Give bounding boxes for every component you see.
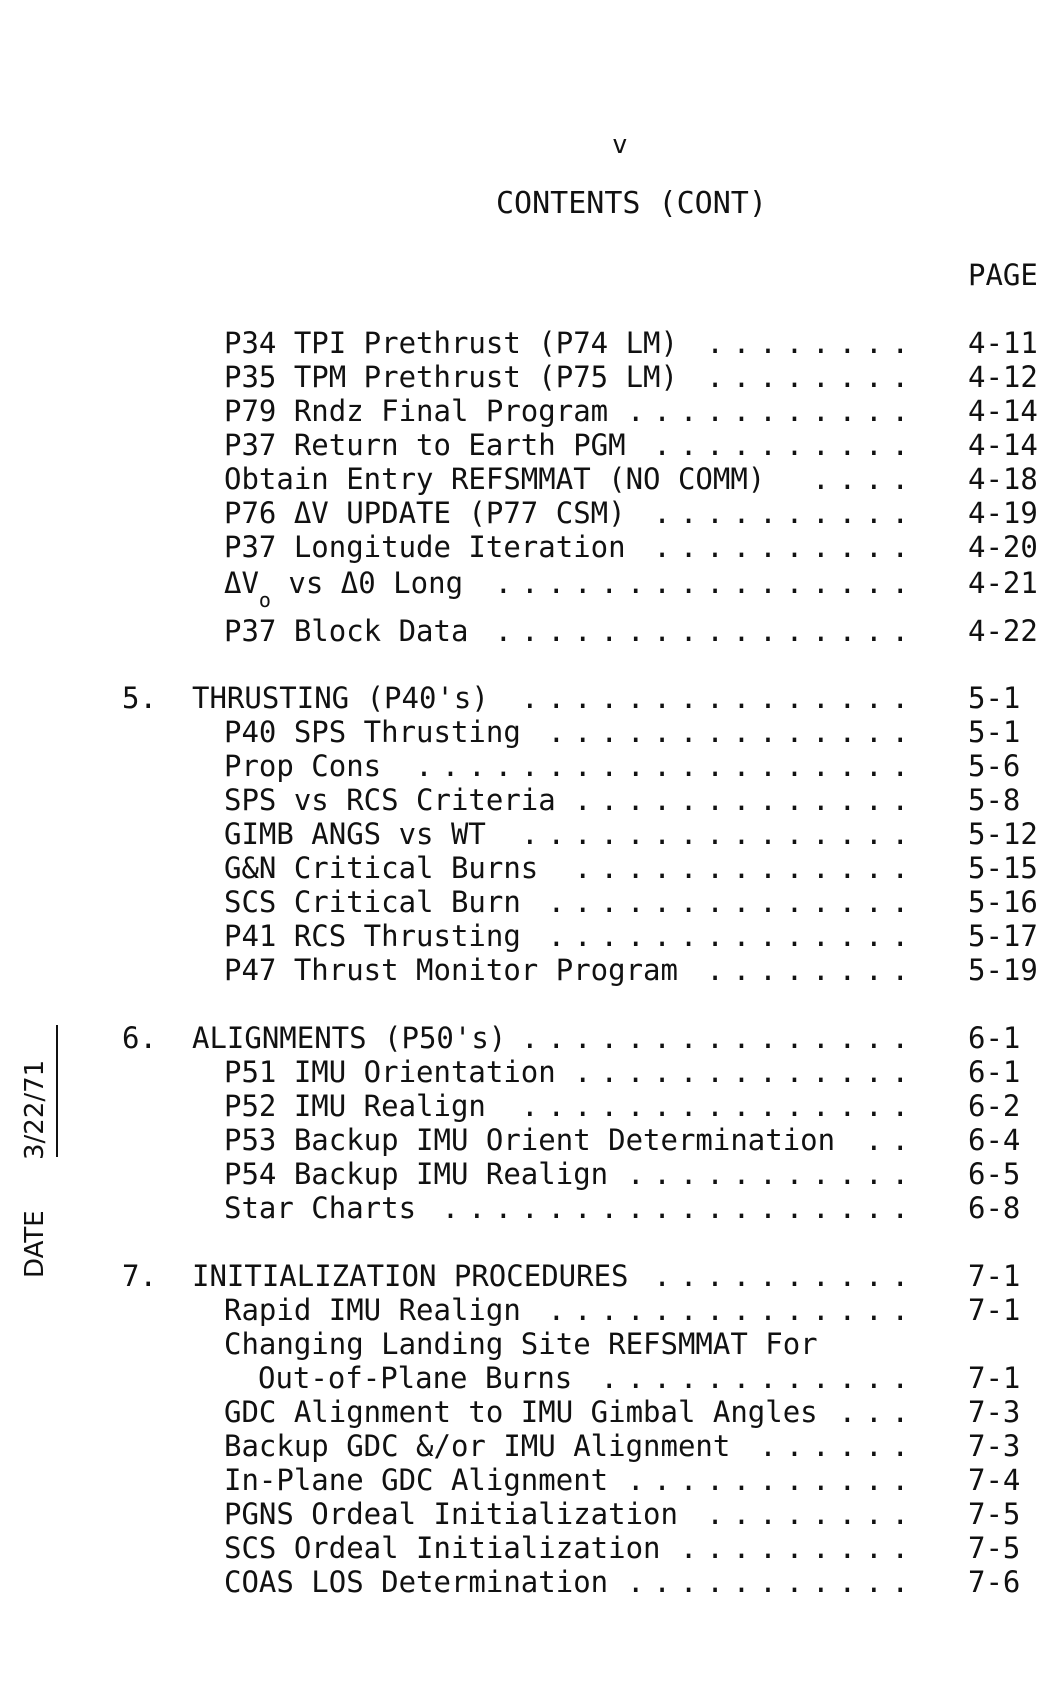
toc-entry[interactable]: [0, 1326, 1056, 1362]
toc-entry[interactable]: [0, 1564, 1056, 1600]
entry-title: ALIGNMENTS (P50's): [192, 1021, 507, 1055]
toc-entry[interactable]: [0, 495, 1056, 531]
leader-dots: ........: [706, 1497, 918, 1531]
toc-entry[interactable]: [0, 1258, 1056, 1294]
leader-dots: ................: [494, 566, 918, 600]
entry-title: SPS vs RCS Criteria: [224, 783, 556, 817]
leader-dots: ..............: [547, 919, 918, 953]
date-label: DATE: [20, 1210, 50, 1278]
page-number: 5-1: [968, 715, 1021, 749]
entry-title: In-Plane GDC Alignment: [224, 1463, 609, 1497]
toc-entry[interactable]: [0, 461, 1056, 497]
page-number: 4-21: [968, 566, 1038, 600]
page-number: 5-16: [968, 885, 1038, 919]
page-number: 4-12: [968, 360, 1038, 394]
page-number: 4-19: [968, 496, 1038, 530]
entry-title: Changing Landing Site REFSMMAT For: [224, 1327, 818, 1361]
entry-title: P37 Return to Earth PGM: [224, 428, 626, 462]
entry-title: Prop Cons: [224, 749, 382, 783]
entry-title: P41 RCS Thrusting: [224, 919, 521, 953]
leader-dots: ...............: [521, 1021, 918, 1055]
page-number: 4-14: [968, 428, 1038, 462]
entry-title: P76 ΔV UPDATE (P77 CSM): [224, 496, 626, 530]
page-number: 7-4: [968, 1463, 1021, 1497]
entry-title: P35 TPM Prethrust (P75 LM): [224, 360, 678, 394]
entry-title: P47 Thrust Monitor Program: [224, 953, 678, 987]
page-number: 7-5: [968, 1497, 1021, 1531]
leader-dots: .........: [679, 1531, 918, 1565]
page-number: 5-17: [968, 919, 1038, 953]
toc-entry[interactable]: [0, 1292, 1056, 1328]
entry-title: P37 Longitude Iteration: [224, 530, 626, 564]
leader-dots: ................: [494, 614, 918, 648]
page-column-header: PAGE: [968, 258, 1038, 292]
leader-dots: ..........: [653, 428, 918, 462]
entry-title: GDC Alignment to IMU Gimbal Angles: [224, 1395, 818, 1429]
leader-dots: ..: [865, 1123, 918, 1157]
toc-entry[interactable]: [0, 565, 1056, 612]
entry-title: GIMB ANGS vs WT: [224, 817, 486, 851]
page-number: 5-19: [968, 953, 1038, 987]
page-number: 5-12: [968, 817, 1038, 851]
leader-dots: .............: [574, 851, 918, 885]
entry-title: $\Delta V_o$ vs Δ0 Long: [224, 566, 464, 612]
entry-title: G&N Critical Burns: [224, 851, 539, 885]
page-number: 4-14: [968, 394, 1038, 428]
page-number: 7-3: [968, 1429, 1021, 1463]
toc-entry[interactable]: [0, 1360, 1056, 1396]
entry-title: Out-of-Plane Burns: [258, 1361, 573, 1395]
toc-entry[interactable]: [0, 1530, 1056, 1566]
toc-entry[interactable]: [0, 1054, 1056, 1090]
entry-title: SCS Ordeal Initialization: [224, 1531, 661, 1565]
entry-title: Obtain Entry REFSMMAT (NO COMM): [224, 462, 766, 496]
leader-dots: ..........: [653, 1259, 918, 1293]
leader-dots: ......: [759, 1429, 918, 1463]
page-number: 7-1: [968, 1361, 1021, 1395]
toc-entry[interactable]: [0, 359, 1056, 395]
entry-title: THRUSTING (P40's): [192, 681, 489, 715]
leader-dots: ..............: [547, 885, 918, 919]
entry-title: COAS LOS Determination: [224, 1565, 609, 1599]
toc-entry[interactable]: [0, 918, 1056, 954]
leader-dots: .............: [574, 1055, 918, 1089]
page-number: 7-5: [968, 1531, 1021, 1565]
leader-dots: ........: [706, 326, 918, 360]
section-number: 5.: [122, 681, 157, 715]
page-number: 7-6: [968, 1565, 1021, 1599]
toc-entry[interactable]: [0, 1088, 1056, 1124]
leader-dots: ........: [706, 360, 918, 394]
page-number: 6-1: [968, 1055, 1021, 1089]
leader-dots: ...................: [415, 749, 918, 783]
entry-title: Rapid IMU Realign: [224, 1293, 521, 1327]
page-number: 7-3: [968, 1395, 1021, 1429]
page-number: 6-5: [968, 1157, 1021, 1191]
toc-entry[interactable]: [0, 1122, 1056, 1158]
toc-entry[interactable]: [0, 1428, 1056, 1464]
section-number: 6.: [122, 1021, 157, 1055]
toc-entry[interactable]: [0, 1496, 1056, 1532]
page-numeral: v: [612, 130, 628, 160]
entry-title: P79 Rndz Final Program: [224, 394, 609, 428]
toc-entry[interactable]: [0, 613, 1056, 649]
leader-dots: ...............: [521, 1089, 918, 1123]
toc-entry[interactable]: [0, 1020, 1056, 1056]
page-number: 6-4: [968, 1123, 1021, 1157]
leader-dots: ...: [838, 1395, 918, 1429]
toc-entry[interactable]: [0, 1156, 1056, 1192]
leader-dots: ...........: [626, 394, 918, 428]
date-underline: [56, 1025, 58, 1157]
page-number: 4-11: [968, 326, 1038, 360]
date-stamp: [20, 1030, 80, 1310]
leader-dots: ..........: [653, 530, 918, 564]
page-number: 5-15: [968, 851, 1038, 885]
entry-title: INITIALIZATION PROCEDURES: [192, 1259, 629, 1293]
toc-entry[interactable]: [0, 748, 1056, 784]
page-number: 6-8: [968, 1191, 1021, 1225]
page-number: 4-20: [968, 530, 1038, 564]
page-number: 5-8: [968, 783, 1021, 817]
toc-entry[interactable]: [0, 1394, 1056, 1430]
leader-dots: ...............: [521, 817, 918, 851]
toc-entry[interactable]: [0, 952, 1056, 988]
leader-dots: ..............: [547, 715, 918, 749]
toc-entry[interactable]: [0, 850, 1056, 886]
leader-dots: ..................: [441, 1191, 918, 1225]
toc-entry[interactable]: [0, 1190, 1056, 1226]
entry-title: Backup GDC &/or IMU Alignment: [224, 1429, 731, 1463]
toc-entry[interactable]: [0, 325, 1056, 361]
entry-title: Star Charts: [224, 1191, 417, 1225]
leader-dots: ...........: [626, 1565, 918, 1599]
leader-dots: .............: [574, 783, 918, 817]
toc-entry[interactable]: [0, 884, 1056, 920]
toc-entry[interactable]: [0, 1462, 1056, 1498]
leader-dots: ...........: [626, 1463, 918, 1497]
leader-dots: ........: [706, 953, 918, 987]
toc-entry[interactable]: [0, 816, 1056, 852]
leader-dots: ...............: [521, 681, 918, 715]
toc-entry[interactable]: [0, 427, 1056, 463]
toc-entry[interactable]: [0, 680, 1056, 716]
page-title: CONTENTS (CONT): [496, 186, 767, 221]
entry-title: P51 IMU Orientation: [224, 1055, 556, 1089]
entry-title: P34 TPI Prethrust (P74 LM): [224, 326, 678, 360]
page-number: 5-1: [968, 681, 1021, 715]
entry-title: P52 IMU Realign: [224, 1089, 486, 1123]
page-number: 6-2: [968, 1089, 1021, 1123]
leader-dots: ............: [600, 1361, 918, 1395]
entry-title: SCS Critical Burn: [224, 885, 521, 919]
entry-title: P37 Block Data: [224, 614, 469, 648]
toc-entry[interactable]: [0, 782, 1056, 818]
leader-dots: ..........: [653, 496, 918, 530]
leader-dots: ....: [812, 462, 918, 496]
page-number: 4-22: [968, 614, 1038, 648]
entry-title: P54 Backup IMU Realign: [224, 1157, 609, 1191]
entry-title: P53 Backup IMU Orient Determination: [224, 1123, 836, 1157]
date-value: 3/22/71: [20, 1059, 50, 1160]
entry-title: P40 SPS Thrusting: [224, 715, 521, 749]
leader-dots: ...........: [626, 1157, 918, 1191]
page-number: 4-18: [968, 462, 1038, 496]
page-number: 5-6: [968, 749, 1021, 783]
entry-title: PGNS Ordeal Initialization: [224, 1497, 678, 1531]
toc-entry[interactable]: [0, 714, 1056, 750]
page-number: 7-1: [968, 1293, 1021, 1327]
toc-entry[interactable]: [0, 393, 1056, 429]
leader-dots: ..............: [547, 1293, 918, 1327]
page-number: 7-1: [968, 1259, 1021, 1293]
page-number: 6-1: [968, 1021, 1021, 1055]
toc-entry[interactable]: [0, 529, 1056, 565]
section-number: 7.: [122, 1259, 157, 1293]
